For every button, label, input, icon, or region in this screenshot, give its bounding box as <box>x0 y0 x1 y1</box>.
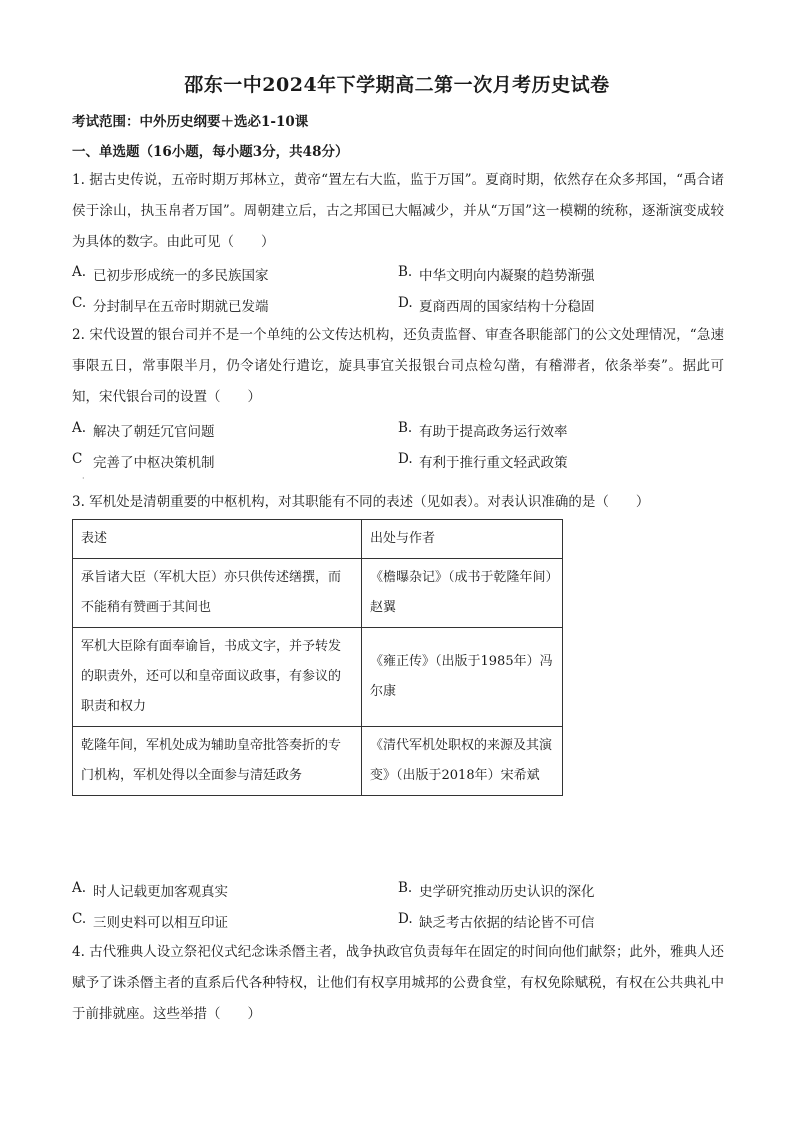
option-c <box>72 451 398 471</box>
exam-scope: 考试范围：中外历史纲要＋选必1-10课 <box>72 114 309 130</box>
table-cell: 军机大臣除有面奉谕旨，书成文字，并予转发的职责外，还可以和皇帝面议政事，有参议的职责和权力 <box>73 628 362 727</box>
option-text: 三则史料可以相互印证 <box>93 914 228 931</box>
option-a <box>72 880 398 900</box>
option-text: 已初步形成统一的多民族国家 <box>93 267 269 284</box>
option-a <box>72 420 398 440</box>
table-cell: 承旨诸大臣（军机大臣）亦只供传述缮撰，而不能稍有赞画于其间也 <box>73 559 362 628</box>
table-header-cell: 表述 <box>73 520 362 559</box>
table-cell: 乾隆年间，军机处成为辅助皇帝批答奏折的专门机构，军机处得以全面参与清廷政务 <box>73 727 362 796</box>
option-d <box>398 295 724 315</box>
option-text: 中华文明向内凝聚的趋势渐强 <box>419 267 595 284</box>
option-c <box>72 911 398 931</box>
option-b <box>398 880 724 900</box>
option-text: 史学研究推动历史认识的深化 <box>419 883 595 900</box>
option-text: 有利于推行重文轻武政策 <box>419 454 568 471</box>
option-label: D. <box>398 294 413 311</box>
table-cell: 《雍正传》（出版于1985年）冯尔康 <box>362 628 563 727</box>
table-cell: 《檐曝杂记》（成书于乾隆年间）赵翼 <box>362 559 563 628</box>
table-row <box>73 628 563 727</box>
section-heading: 一、单选题（16小题，每小题3分，共48分） <box>72 144 349 160</box>
option-b <box>398 264 724 284</box>
option-label: D. <box>398 450 413 467</box>
option-text: 分封制早在五帝时期就已发端 <box>93 298 269 315</box>
option-c <box>72 295 398 315</box>
option-label: A. <box>72 879 87 896</box>
option-text: 缺乏考古依据的结论皆不可信 <box>419 914 595 931</box>
exam-title: 邵东一中2024年下学期高二第一次月考历史试卷 <box>184 74 610 96</box>
option-b <box>398 420 724 440</box>
table-cell: 《清代军机处职权的来源及其演变》（出版于2018年）宋希斌 <box>362 727 563 796</box>
option-d <box>398 451 724 471</box>
option-text: 时人记载更加客观真实 <box>93 883 228 900</box>
option-label: C <box>72 450 83 467</box>
option-label: C. <box>72 294 87 311</box>
question-1-stem: 1. 据古史传说，五帝时期万邦林立，黄帝“置左右大监，监于万国”。夏商时期，依然存在众多邦国，“禹合诸侯于涂山，执玉帛者万国”。周朝建立后，古之邦国已大幅减少，并从“万国”这一模糊的统称，逐渐演变成较为具体的数字。由此可见（ ） <box>72 172 724 250</box>
option-d <box>398 911 724 931</box>
table-row <box>73 559 563 628</box>
option-text: 有助于提高政务运行效率 <box>419 423 568 440</box>
question-3-table <box>72 519 563 796</box>
question-3-options <box>72 874 724 936</box>
option-label: B. <box>398 419 413 436</box>
option-label: A. <box>72 419 87 436</box>
question-3-stem: 3. 军机处是清朝重要的中枢机构，对其职能有不同的表述（见如表）。对表认识准确的是（ ） <box>72 494 650 510</box>
question-2-stem: 2. 宋代设置的银台司并不是一个单纯的公文传达机构，还负责监督、审查各职能部门的公文处理情况，“急速事限五日，常事限半月，仍令诸处行遣讫，旋具事宜关报银台司点检勾凿，有稽滞者，依条举奏”。据此可知，宋代银台司的设置（ ） <box>72 327 724 405</box>
question-4-stem: 4. 古代雅典人设立祭祀仪式纪念诛杀僭主者，战争执政官负责每年在固定的时间向他们献祭；此外，雅典人还赋予了诛杀僭主者的直系后代各种特权，让他们有权享用城邦的公费食堂，有权免除赋税，有权在公共典礼中于前排就座。这些举措（ ） <box>72 944 724 1022</box>
table-row <box>73 727 563 796</box>
table-header-row <box>73 520 563 559</box>
option-text: 完善了中枢决策机制 <box>93 454 215 471</box>
option-a <box>72 264 398 284</box>
stray-mark: · <box>82 474 85 483</box>
option-label: B. <box>398 879 413 896</box>
option-label: D. <box>398 910 413 927</box>
option-text: 夏商西周的国家结构十分稳固 <box>419 298 595 315</box>
option-text: 解决了朝廷冗官问题 <box>93 423 215 440</box>
option-label: B. <box>398 263 413 280</box>
question-2-options <box>72 414 724 476</box>
table-header-cell: 出处与作者 <box>362 520 563 559</box>
question-1-options <box>72 258 724 320</box>
option-label: A. <box>72 263 87 280</box>
option-label: C. <box>72 910 87 927</box>
